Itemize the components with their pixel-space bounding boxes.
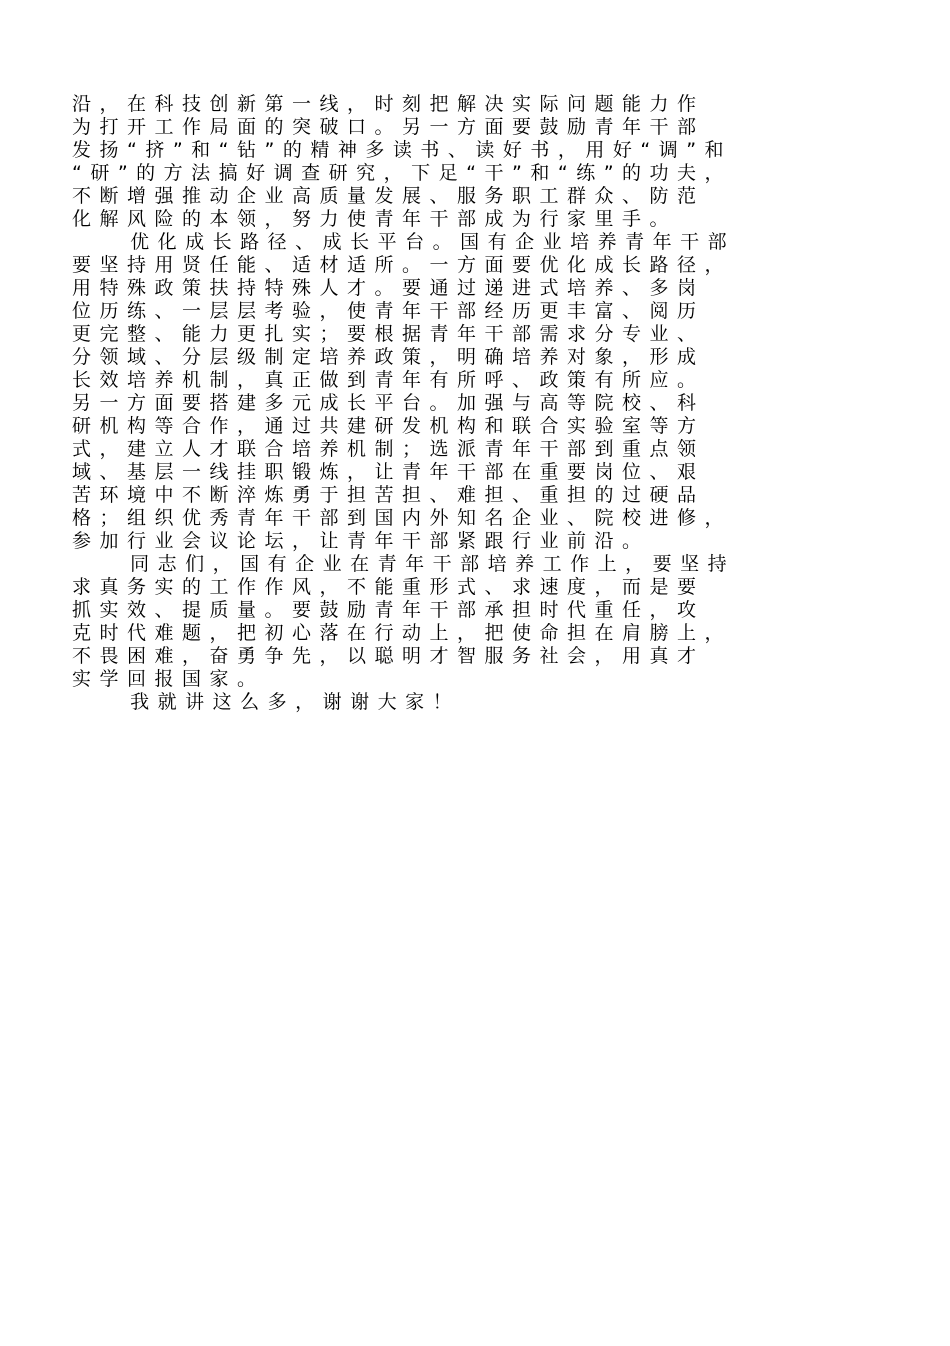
text-line: 实学回报国家。	[72, 668, 265, 690]
text-line: 位历练、一层层考验，使青年干部经历更丰富、阅历	[72, 300, 705, 322]
text-line: 参加行业会议论坛，让青年干部紧跟行业前沿。	[72, 530, 650, 552]
text-line: 式，建立人才联合培养机制；选派青年干部到重点领	[72, 438, 705, 460]
text-line: 格；组织优秀青年干部到国内外知名企业、院校进修，	[72, 507, 733, 529]
text-line: 不断增强推动企业高质量发展、服务职工群众、防范	[72, 185, 705, 207]
text-line: 求真务实的工作作风，不能重形式、求速度，而是要	[72, 576, 705, 598]
text-line: 克时代难题，把初心落在行动上，把使命担在肩膀上，	[72, 622, 733, 644]
text-line: 不畏困难，奋勇争先，以聪明才智服务社会，用真才	[72, 645, 705, 667]
text-line: 更完整、能力更扎实；要根据青年干部需求分专业、	[72, 323, 705, 345]
text-line: 抓实效、提质量。要鼓励青年干部承担时代重任，攻	[72, 599, 705, 621]
text-line: 用特殊政策扶持特殊人才。要通过递进式培养、多岗	[72, 277, 705, 299]
text-line: 要坚持用贤任能、适材适所。一方面要优化成长路径，	[72, 254, 733, 276]
text-line: 分领域、分层级制定培养政策，明确培养对象，形成	[72, 346, 705, 368]
text-line: 长效培养机制，真正做到青年有所呼、政策有所应。	[72, 369, 705, 391]
text-line: 化解风险的本领，努力使青年干部成为行家里手。	[72, 208, 678, 230]
text-line: 另一方面要搭建多元成长平台。加强与高等院校、科	[72, 392, 705, 414]
text-line: 我就讲这么多，谢谢大家！	[72, 691, 461, 713]
text-line: 研机构等合作，通过共建研发机构和联合实验室等方	[72, 415, 705, 437]
text-line: 为打开工作局面的突破口。另一方面要鼓励青年干部	[72, 116, 705, 138]
text-line: 发扬“挤”和“钻”的精神多读书、读好书，用好“调”和	[72, 139, 733, 161]
text-line: 苦环境中不断淬炼勇于担苦担、难担、重担的过硬品	[72, 484, 705, 506]
text-line: “研”的方法搞好调查研究，下足“干”和“练”的功夫，	[72, 162, 733, 184]
body-text	[72, 93, 892, 714]
text-line: 优化成长路径、成长平台。国有企业培养青年干部	[72, 231, 736, 253]
text-line: 域、基层一线挂职锻炼，让青年干部在重要岗位、艰	[72, 461, 705, 483]
text-line: 同志们，国有企业在青年干部培养工作上，要坚持	[72, 553, 736, 575]
text-line: 沿，在科技创新第一线，时刻把解决实际问题能力作	[72, 93, 705, 115]
